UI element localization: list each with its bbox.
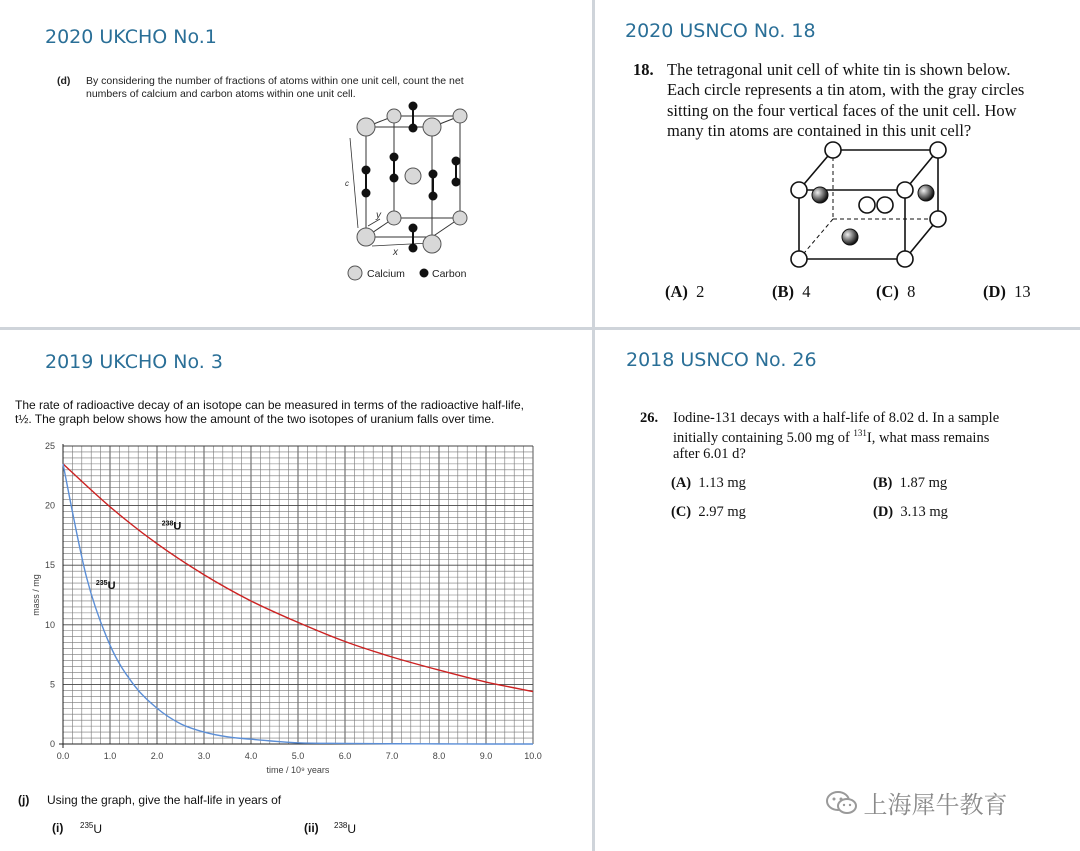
white-tin-unit-cell-diagram bbox=[595, 0, 1080, 327]
sub-ii-element: U bbox=[347, 822, 357, 836]
intro-line-2: t½. The graph below shows how the amount of the two isotopes of uranium falls over time. bbox=[15, 412, 495, 426]
x-tick-label: 1.0 bbox=[103, 751, 117, 761]
chart-text bbox=[31, 441, 542, 775]
option-c-value: 2.97 mg bbox=[698, 504, 746, 520]
option-b-value: 4 bbox=[802, 282, 811, 301]
y-tick-label: 5 bbox=[49, 679, 55, 690]
part-j-text: Using the graph, give the half-life in years of bbox=[47, 793, 282, 807]
legend-calcium-marker bbox=[348, 266, 362, 280]
x-tick-label: 0.0 bbox=[56, 751, 70, 761]
question-line-2: Each circle represents a tin atom, with the gray circles bbox=[667, 80, 1025, 99]
option-b-label: (B) bbox=[772, 282, 794, 301]
panel-title: 2020 UKCHO No.1 bbox=[45, 26, 217, 48]
uranium-decay-chart bbox=[0, 330, 592, 790]
calcium-carbide-unit-cell-diagram bbox=[0, 0, 592, 327]
sub-i-element: U bbox=[93, 822, 103, 836]
x-tick-label: 4.0 bbox=[244, 751, 258, 761]
option-c-value: 8 bbox=[907, 282, 916, 301]
question-line-3: sitting on the four vertical faces of the unit cell. How bbox=[667, 101, 1017, 120]
option-b-value: 1.87 mg bbox=[899, 475, 948, 491]
x-tick-label: 6.0 bbox=[338, 751, 352, 761]
option-c[interactable] bbox=[876, 282, 915, 302]
axis-label-x: x bbox=[393, 247, 398, 258]
option-d-label: (D) bbox=[873, 504, 894, 520]
sub-i-isotope bbox=[80, 821, 102, 836]
question-line-2b: I, what mass remains bbox=[866, 429, 990, 446]
question-number: 18. bbox=[633, 60, 654, 79]
option-b[interactable] bbox=[873, 475, 947, 492]
panel-2020-usnco-18 bbox=[595, 0, 1080, 327]
y-tick-label: 0 bbox=[49, 739, 55, 749]
sub-ii-mass: 238 bbox=[334, 821, 348, 830]
axis-label-c: c bbox=[345, 179, 349, 188]
panel-title: 2018 USNCO No. 26 bbox=[626, 349, 817, 371]
option-a-value: 1.13 mg bbox=[698, 475, 746, 491]
question-text-line-1: By considering the number of fractions of atoms within one unit cell, count the net bbox=[86, 75, 464, 87]
x-tick-label: 10.0 bbox=[524, 751, 542, 761]
curve-label-u235: $^{235}$U bbox=[95, 580, 116, 593]
option-b[interactable] bbox=[772, 282, 811, 302]
question-line-2 bbox=[673, 428, 989, 447]
y-axis-label: mass / mg bbox=[31, 574, 41, 616]
sub-i-label: (i) bbox=[52, 821, 64, 835]
intro-line-1: The rate of radioactive decay of an isotope can be measured in terms of the radioactive half-life, bbox=[15, 398, 524, 412]
option-c-label: (C) bbox=[671, 504, 692, 520]
part-j-label: (j) bbox=[18, 793, 30, 807]
option-d[interactable] bbox=[873, 504, 948, 521]
option-a-label: (A) bbox=[671, 475, 692, 491]
panel-2019-ukcho-3 bbox=[0, 330, 592, 851]
x-axis-label: time / 10⁹ years bbox=[266, 765, 330, 775]
x-tick-label: 7.0 bbox=[385, 751, 399, 761]
question-line-1: The tetragonal unit cell of white tin is shown below. bbox=[667, 60, 1011, 79]
x-tick-label: 2.0 bbox=[150, 751, 164, 761]
wechat-icon bbox=[825, 790, 859, 816]
option-d-value: 13 bbox=[1014, 282, 1031, 301]
y-tick-label: 20 bbox=[44, 500, 55, 511]
question-line-1: Iodine-131 decays with a half-life of 8.02 d. In a sample bbox=[673, 410, 1000, 426]
y-tick-label: 25 bbox=[44, 441, 55, 451]
x-tick-label: 5.0 bbox=[291, 751, 305, 761]
sub-i-mass: 235 bbox=[80, 821, 94, 830]
question-line-4: many tin atoms are contained in this unit cell? bbox=[667, 121, 972, 140]
option-a-label: (A) bbox=[665, 282, 688, 301]
sub-ii-label: (ii) bbox=[304, 821, 319, 835]
question-number: 26. bbox=[640, 410, 659, 426]
panel-2020-ukcho-1 bbox=[0, 0, 592, 327]
gray-tin-atoms bbox=[812, 185, 934, 245]
panel-2018-usnco-26 bbox=[595, 330, 1080, 851]
question-line-3: after 6.01 d? bbox=[673, 446, 746, 462]
chart-grid bbox=[63, 446, 533, 744]
option-c[interactable] bbox=[671, 504, 746, 521]
white-tin-atoms bbox=[791, 142, 946, 267]
watermark-text: 上海犀牛教育 bbox=[863, 791, 1008, 819]
x-tick-label: 3.0 bbox=[197, 751, 211, 761]
y-tick-label: 15 bbox=[44, 560, 55, 571]
panel-title: 2019 UKCHO No. 3 bbox=[45, 351, 223, 373]
part-label: (d) bbox=[57, 75, 71, 87]
question-text-line-2: numbers of calcium and carbon atoms within one unit cell. bbox=[86, 88, 356, 100]
legend-carbon-marker bbox=[420, 269, 429, 278]
question-line-2-sup: 131 bbox=[853, 428, 867, 438]
option-a-value: 2 bbox=[696, 282, 705, 301]
watermark bbox=[825, 785, 1007, 820]
x-tick-label: 8.0 bbox=[432, 751, 446, 761]
question-line-2a: initially containing 5.00 mg of bbox=[673, 429, 854, 446]
axis-label-y: y bbox=[376, 210, 381, 221]
legend-calcium-label: Calcium bbox=[367, 268, 405, 280]
sub-ii-isotope bbox=[334, 821, 356, 836]
curve-label-u238: $^{238}$U bbox=[161, 520, 182, 533]
option-c-label: (C) bbox=[876, 282, 899, 301]
option-d-label: (D) bbox=[983, 282, 1006, 301]
option-d-value: 3.13 mg bbox=[900, 504, 948, 520]
panel-title: 2020 USNCO No. 18 bbox=[625, 20, 816, 42]
x-tick-label: 9.0 bbox=[479, 751, 493, 761]
option-b-label: (B) bbox=[873, 475, 893, 491]
option-a[interactable] bbox=[665, 282, 704, 302]
legend-carbon-label: Carbon bbox=[432, 268, 467, 280]
y-tick-label: 10 bbox=[44, 619, 55, 630]
option-a[interactable] bbox=[671, 475, 746, 492]
option-d[interactable] bbox=[983, 282, 1031, 302]
